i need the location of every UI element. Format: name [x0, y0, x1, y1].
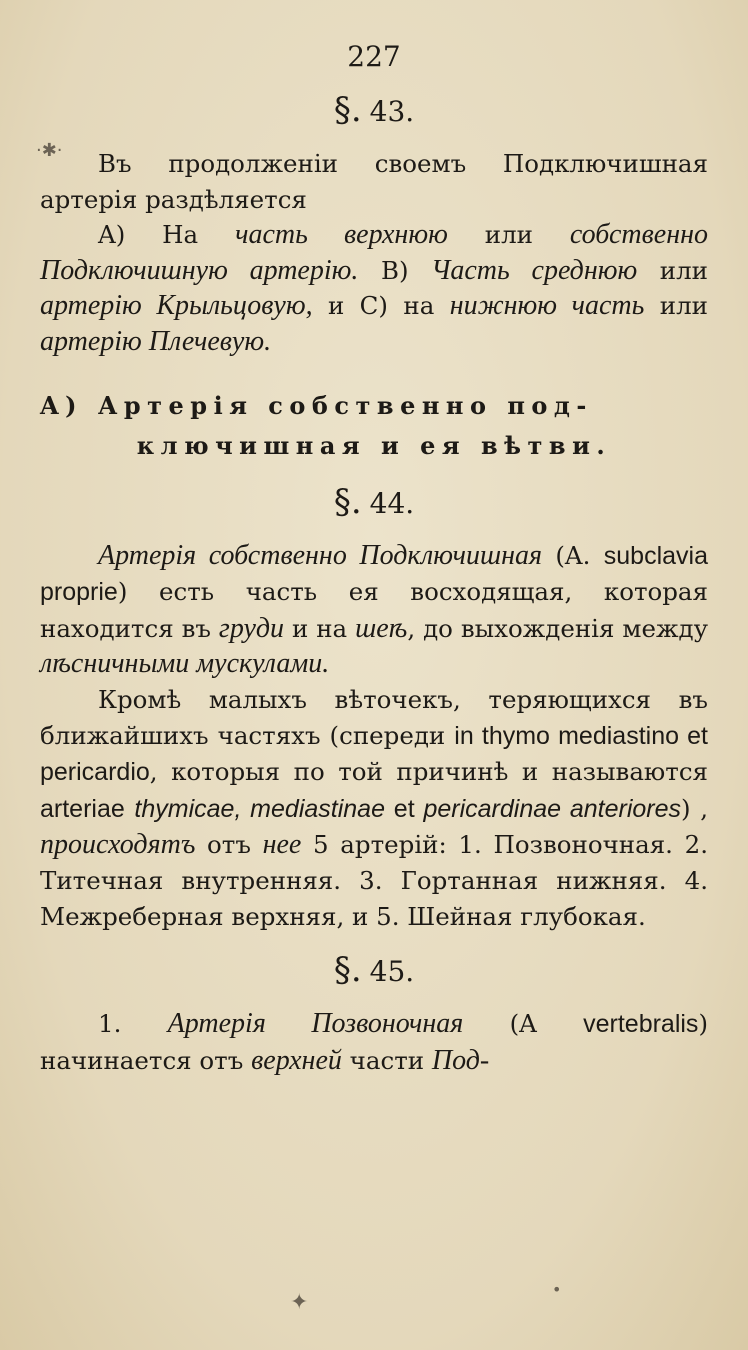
- subsection-heading: [40, 386, 708, 466]
- section-44-title: [40, 482, 708, 524]
- section-number: 43.: [369, 95, 415, 128]
- ink-blot-mark: ✦: [290, 1290, 309, 1315]
- page-number: 227: [347, 40, 401, 73]
- section-number: 45.: [369, 955, 415, 989]
- heading-line-2: ключишная и ея вѣтви.: [136, 430, 612, 460]
- section-43-title: [40, 90, 708, 132]
- section-45-title: [40, 950, 708, 992]
- ink-blot-mark: ·✱·: [36, 140, 63, 161]
- section-mark: §.: [333, 481, 362, 522]
- section-mark: §.: [333, 950, 362, 991]
- section-45-paragraph-1: 1. Артерія Позвоночная (A vertebralis) начинается отъ верхней части Под-: [40, 1008, 708, 1076]
- section-43-paragraph-1: Въ продолженіи своемъ Подключишная артерія раздѣляется: [40, 149, 708, 214]
- section-44-paragraph-2: Кромѣ малыхъ вѣточекъ, теряющихся въ ближайшихъ частяхъ (спереди in thymo mediastino et pericardio, которыя по той причинѣ и называются arteriae thymicae, mediastinae et pericardinae anteriores) , происходятъ отъ нее 5 артерій: 1. Позвоночная. 2. Титечная внутренняя. 3. Гортанная нижняя. 4. Межреберная верхняя, и 5. Шейная глубокая.: [40, 684, 709, 931]
- section-mark: §.: [333, 90, 362, 130]
- section-43-paragraph-2: A) На часть верхнюю или собственно Подключишную артерію. B) Часть среднюю или артерію Крыльцовую, и C) на нижнюю часть или артерію Плечевую.: [40, 219, 708, 357]
- ink-blot-mark: •: [552, 1280, 562, 1299]
- section-44-paragraph-1: Артерія собственно Подключишная (A. subclavia proprie) есть часть ея восходящая, которая находится въ груди и на шеѣ, до выхожденія между лѣсничными мускулами.: [40, 539, 708, 680]
- heading-line-1: A) Артерія собственно под-: [40, 390, 593, 420]
- section-number: 44.: [369, 486, 415, 520]
